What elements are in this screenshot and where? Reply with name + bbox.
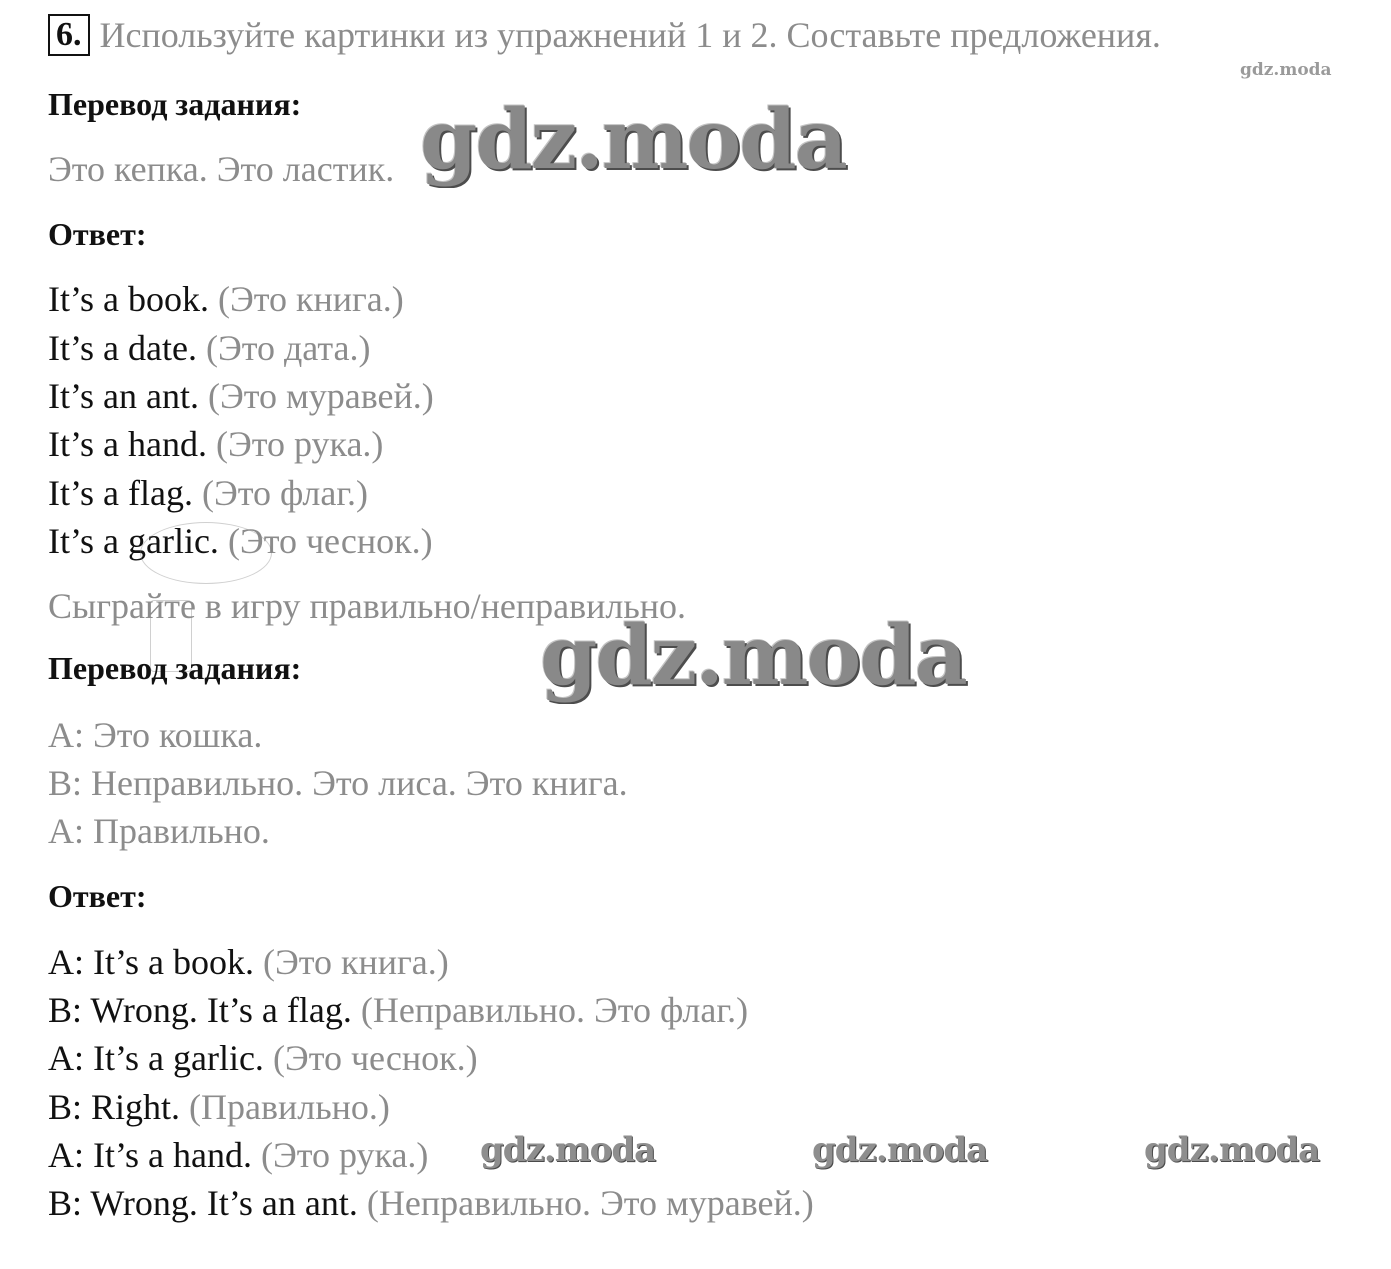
watermark-large-2: gdz.moda [540,608,966,704]
answer-english: A: It’s a garlic. [48,1038,264,1078]
answer-russian: (Это чеснок.) [227,521,433,561]
watermark-medium: gdz.moda [480,1130,656,1170]
answer-line [48,1134,428,1176]
answer-line [48,1182,814,1224]
answer-line [48,1086,390,1128]
watermark-small: gdz.moda [1240,60,1332,80]
smudge-mark [140,522,272,584]
translation-line: A: Правильно. [48,811,270,851]
answer-line [48,1037,478,1079]
answer-heading-1: Ответ: [48,216,147,252]
answer-line [48,278,404,320]
answer-russian: (Это книга.) [217,279,404,319]
answer-line [48,423,383,465]
answer-english: It’s a garlic. [48,521,219,561]
watermark-medium: gdz.moda [812,1130,988,1170]
answer-line [48,472,368,514]
answer-english: It’s a flag. [48,473,193,513]
answer-russian: (Это рука.) [260,1135,429,1175]
answer-line [48,989,748,1031]
answer-english: B: Right. [48,1087,181,1127]
task-text-2: Сыграйте в игру правильно/неправильно. [48,586,687,626]
answer-russian: (Это рука.) [215,424,384,464]
answer-russian: (Это муравей.) [207,376,434,416]
answer-english: B: Wrong. It’s an ant. [48,1183,358,1223]
task-instruction: Используйте картинки из упражнений 1 и 2. Составьте предложения. [99,15,1161,55]
task-number: 6. [48,14,90,56]
task-header [48,14,1161,56]
answer-heading-2: Ответ: [48,878,147,914]
translation-line: B: Неправильно. Это лиса. Это книга. [48,763,628,803]
answer-english: B: Wrong. It’s a flag. [48,990,352,1030]
answer-english: A: It’s a hand. [48,1135,252,1175]
answer-english: A: It’s a book. [48,942,254,982]
answer-russian: (Правильно.) [189,1087,390,1127]
watermark-large-1: gdz.moda [420,92,846,188]
answer-english: It’s a hand. [48,424,207,464]
answer-english: It’s a date. [48,328,197,368]
answer-russian: (Это книга.) [262,942,449,982]
translation-heading-1: Перевод задания: [48,86,302,122]
answer-russian: (Неправильно. Это флаг.) [360,990,749,1030]
answer-line [48,941,449,983]
watermark-medium: gdz.moda [1144,1130,1320,1170]
answer-line [48,375,434,417]
translation-heading-2: Перевод задания: [48,650,302,686]
answer-russian: (Неправильно. Это муравей.) [366,1183,814,1223]
answer-english: It’s a book. [48,279,209,319]
answer-line [48,327,370,369]
answer-russian: (Это дата.) [205,328,371,368]
translation-line: A: Это кошка. [48,715,263,755]
answer-russian: (Это чеснок.) [272,1038,478,1078]
answer-english: It’s an ant. [48,376,199,416]
translation-text-1: Это кепка. Это ластик. [48,149,395,189]
answer-russian: (Это флаг.) [201,473,369,513]
